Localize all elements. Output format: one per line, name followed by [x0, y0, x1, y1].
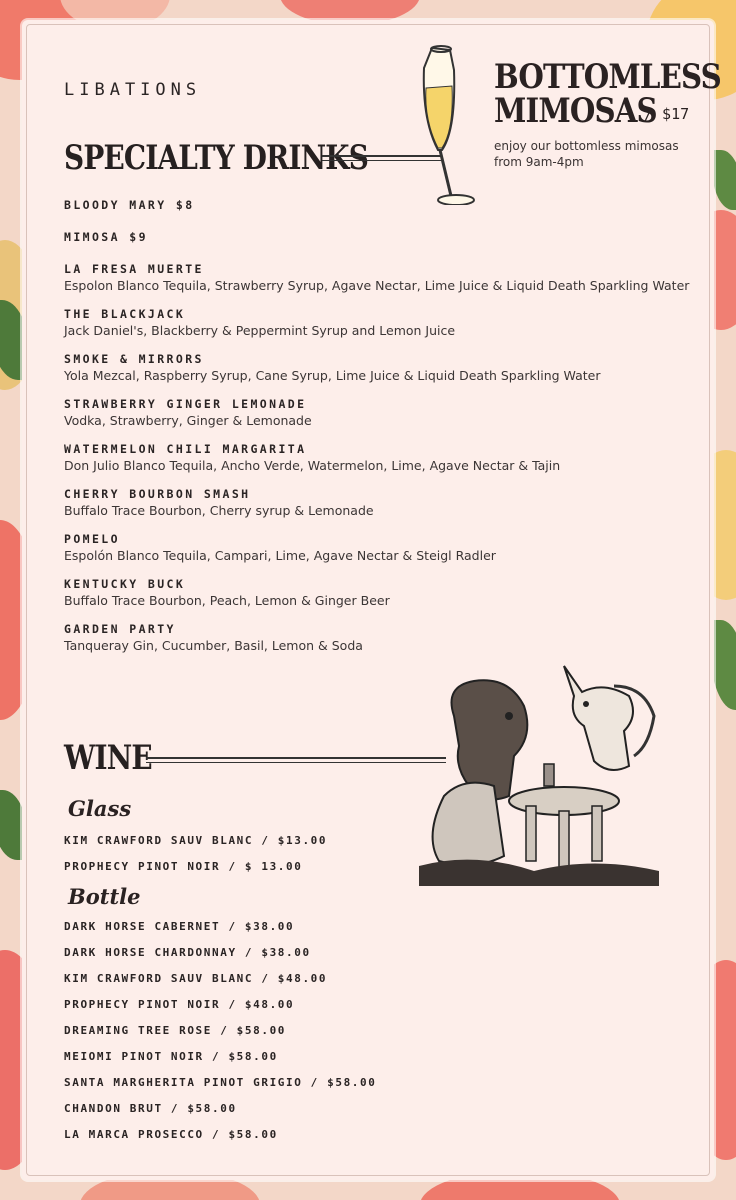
bottomless-title-line1: BOTTOMLESS	[494, 57, 721, 97]
bottle-wine-list	[64, 914, 624, 1148]
specialty-drinks-list	[64, 198, 704, 667]
drink-name: POMELO	[64, 532, 120, 546]
drink-item	[64, 487, 704, 520]
drink-description: Espolon Blanco Tequila, Strawberry Syrup, Agave Nectar, Lime Juice & Liquid Death Sparkling Water	[64, 278, 690, 293]
drink-name: MIMOSA $9	[64, 230, 148, 244]
wine-item: DARK HORSE CABERNET / $38.00	[64, 920, 295, 933]
drink-description: Jack Daniel's, Blackberry & Peppermint Syrup and Lemon Juice	[64, 323, 456, 338]
drink-item	[64, 262, 704, 295]
drink-description: Yola Mezcal, Raspberry Syrup, Cane Syrup, Lime Juice & Liquid Death Sparkling Water	[64, 368, 601, 383]
bottomless-description: enjoy our bottomless mimosas from 9am-4pm	[494, 139, 679, 169]
section-label: LIBATIONS	[64, 80, 202, 100]
drink-name: SMOKE & MIRRORS	[64, 352, 204, 366]
wine-item: DREAMING TREE ROSE / $58.00	[64, 1024, 287, 1037]
drink-item	[64, 577, 704, 610]
specialty-drinks-heading: SPECIALTY DRINKS	[64, 138, 369, 178]
drink-name: THE BLACKJACK	[64, 307, 186, 321]
lion-unicorn-engraving	[414, 656, 664, 886]
drink-name: CHERRY BOURBON SMASH	[64, 487, 251, 501]
drink-item	[64, 622, 704, 655]
wine-item: MEIOMI PINOT NOIR / $58.00	[64, 1050, 278, 1063]
menu-card	[22, 20, 721, 1180]
drink-description: Vodka, Strawberry, Ginger & Lemonade	[64, 413, 312, 428]
wine-item: KIM CRAWFORD SAUV BLANC / $13.00	[64, 834, 328, 847]
drink-item	[64, 198, 704, 212]
drink-name: KENTUCKY BUCK	[64, 577, 186, 591]
heading-divider	[322, 155, 442, 161]
wine-heading: WINE	[64, 738, 152, 778]
wine-item: DARK HORSE CHARDONNAY / $38.00	[64, 946, 311, 959]
drink-description: Don Julio Blanco Tequila, Ancho Verde, Watermelon, Lime, Agave Nectar & Tajin	[64, 458, 561, 473]
bottomless-title-line2: MIMOSAS	[494, 91, 657, 131]
wine-item: CHANDON BRUT / $58.00	[64, 1102, 237, 1115]
glass-subheading: Glass	[68, 796, 132, 821]
champagne-glass-icon	[402, 40, 494, 205]
wine-item: PROPHECY PINOT NOIR / $48.00	[64, 998, 295, 1011]
drink-description: Tanqueray Gin, Cucumber, Basil, Lemon & Soda	[64, 638, 363, 653]
drink-name: STRAWBERRY GINGER LEMONADE	[64, 397, 307, 411]
drink-name: LA FRESA MUERTE	[64, 262, 204, 276]
drink-item	[64, 442, 704, 475]
leaf-decoration	[712, 150, 736, 210]
wine-item: PROPHECY PINOT NOIR / $ 13.00	[64, 860, 303, 873]
drink-description: Espolón Blanco Tequila, Campari, Lime, Agave Nectar & Steigl Radler	[64, 548, 496, 563]
drink-name: GARDEN PARTY	[64, 622, 176, 636]
bottle-subheading: Bottle	[68, 884, 141, 909]
wine-item: SANTA MARGHERITA PINOT GRIGIO / $58.00	[64, 1076, 377, 1089]
drink-name: BLOODY MARY $8	[64, 198, 195, 212]
drink-name: WATERMELON CHILI MARGARITA	[64, 442, 307, 456]
wine-item: LA MARCA PROSECCO / $58.00	[64, 1128, 278, 1141]
drink-item	[64, 397, 704, 430]
drink-description: Buffalo Trace Bourbon, Peach, Lemon & Ginger Beer	[64, 593, 390, 608]
drink-item	[64, 230, 704, 244]
drink-item	[64, 532, 704, 565]
drink-item	[64, 307, 704, 340]
wine-item: KIM CRAWFORD SAUV BLANC / $48.00	[64, 972, 328, 985]
drink-description: Buffalo Trace Bourbon, Cherry syrup & Lemonade	[64, 503, 374, 518]
drink-item	[64, 352, 704, 385]
bottomless-price: / $17	[644, 105, 690, 123]
heading-divider	[146, 757, 446, 763]
